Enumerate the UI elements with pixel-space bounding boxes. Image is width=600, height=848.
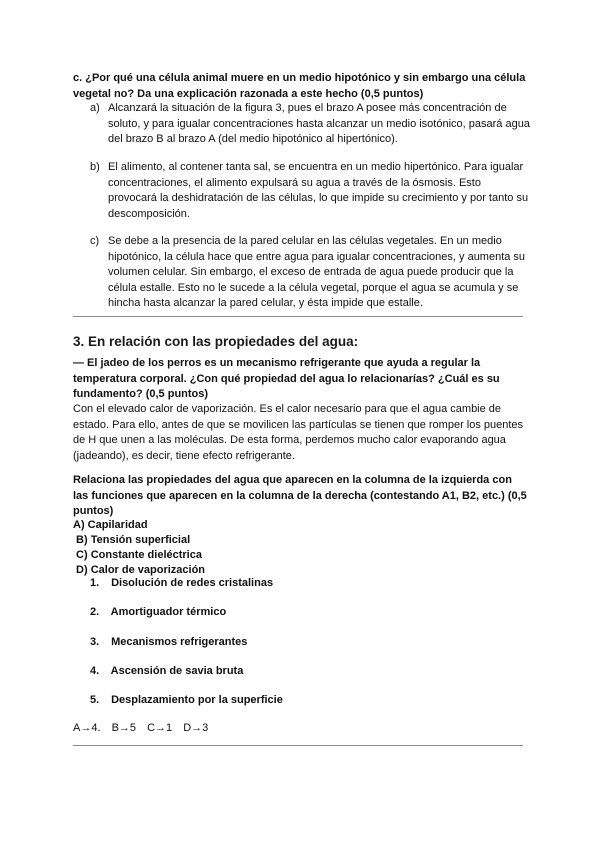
section-3-question-1: — El jadeo de los perros es un mecanismo refrigerante que ayuda a regular la temperatura corporal. ¿Con qué propiedad del agua lo relacionarías? ¿Cuál es su fundamento? (0,5 puntos) — [73, 357, 500, 400]
answer-letter: c) — [90, 235, 100, 247]
function-item-4 — [90, 664, 243, 680]
property-item: D) Calor de vaporización — [73, 564, 206, 576]
function-number: 4. — [90, 665, 100, 677]
answer-letter: a) — [90, 102, 100, 114]
section-divider — [73, 745, 523, 746]
answer-item-c — [90, 234, 530, 312]
match-item: D→3 — [183, 722, 209, 734]
section-3-answer-1: Con el elevado calor de vaporización. Es el calor necesario para que el agua cambie de estado. Para ello, antes de que se movilicen las partículas se tienen que romper los puentes de H que unen a las moléculas. De esta forma, perdemos mucho calor evaporando agua (jadeando), es decir, tiene efecto refrigerante. — [73, 403, 524, 462]
function-item-5 — [90, 693, 283, 709]
answer-text: Alcanzará la situación de la figura 3, pues el brazo A posee más concentración de soluto, y para igualar concentraciones hasta alcanzar un medio isotónico, pasará agua del brazo B al brazo A (del medio hipotónico al hipertónico). — [108, 102, 530, 145]
match-answers — [73, 721, 216, 737]
answer-letter: b) — [90, 161, 100, 173]
function-label: Ascensión de savia bruta — [110, 665, 244, 677]
section-3-question-2: Relaciona las propiedades del agua que aparecen en la columna de la izquierda con las funciones que aparecen en la columna de la derecha (contestando A1, B2, etc.) (0,5 puntos) — [73, 474, 527, 517]
function-number: 1. — [90, 577, 100, 589]
section-3-heading: 3. En relación con las propiedades del agua: — [73, 334, 359, 349]
property-list — [73, 518, 205, 578]
answer-text: Se debe a la presencia de la pared celular en las células vegetales. En un medio hipotónico, la célula hace que entre agua para igualar concentraciones, y aumenta su volumen celular. Sin embargo, el exceso de entrada de agua puede producir que la célula estalle. Esto no le sucede a la célula vegetal, porque el agua se acumula y se hincha hasta alcanzar la pared celular, y ésta impide que estalle. — [108, 235, 526, 309]
answer-text: El alimento, al contener tanta sal, se encuentra en un medio hipertónico. Para igualar concentraciones, el alimento expulsará su agua a través de la ósmosis. Esto provocará la deshidratación de las células, lo que impide su crecimiento y por tanto su descomposición. — [108, 161, 529, 220]
function-number: 5. — [90, 694, 100, 706]
property-item: B) Tensión superficial — [73, 534, 191, 546]
answer-item-a — [90, 101, 530, 148]
property-item: C) Constante dieléctrica — [73, 549, 202, 561]
function-number: 3. — [90, 636, 100, 648]
function-label: Amortiguador térmico — [110, 606, 227, 618]
function-item-3 — [90, 635, 247, 651]
property-item: A) Capilaridad — [73, 519, 148, 531]
answer-item-b — [90, 160, 530, 222]
function-label: Desplazamiento por la superficie — [111, 694, 283, 706]
question-c-title: c. ¿Por qué una célula animal muere en un medio hipotónico y sin embargo una célula vegetal no? Da una explicación razonada a este hecho (0,5 puntos) — [73, 72, 526, 100]
function-label: Mecanismos refrigerantes — [111, 636, 248, 648]
function-number: 2. — [90, 606, 100, 618]
match-item: B→5 — [111, 722, 137, 734]
section-divider — [73, 316, 523, 317]
function-item-1 — [90, 576, 273, 592]
function-label: Disolución de redes cristalinas — [111, 577, 274, 589]
match-item: A→4. — [73, 722, 101, 734]
match-item: C→1 — [147, 722, 173, 734]
function-item-2 — [90, 605, 226, 621]
